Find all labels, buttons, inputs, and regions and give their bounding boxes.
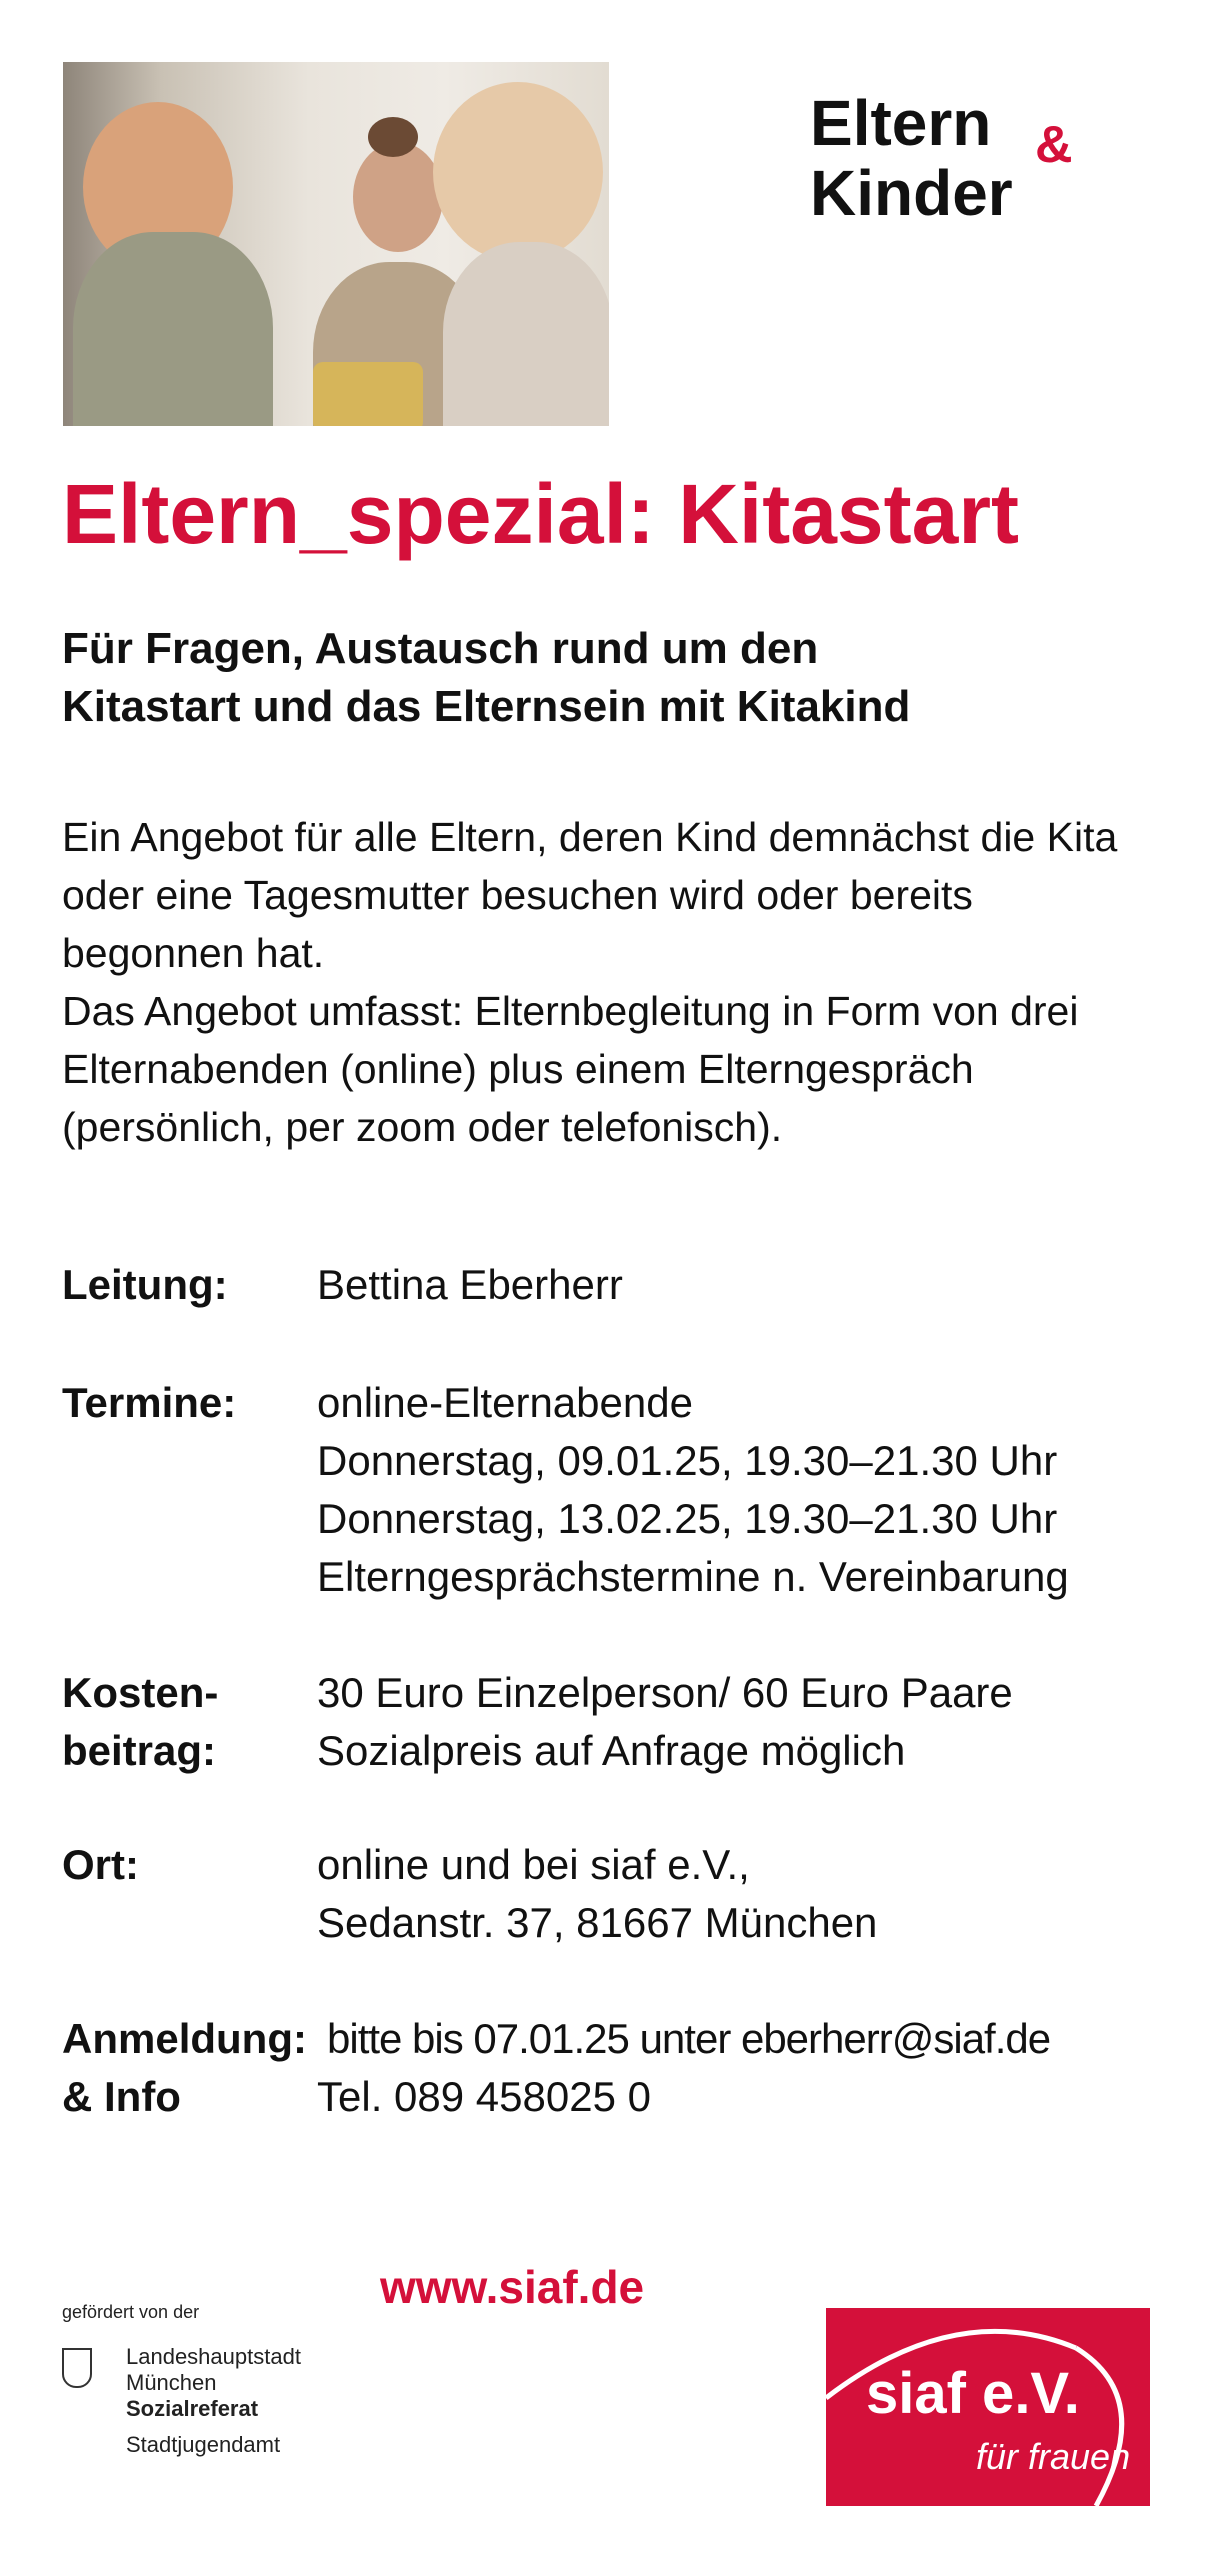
termine-line: online-Elternabende [317,1379,693,1426]
brand-ampersand: & [1035,116,1073,174]
anmeldung-label-line1: Anmeldung: [62,2015,307,2062]
kosten-label-line1: Kosten- [62,1669,219,1716]
anmeldung-phone: Tel. 089 458025 0 [317,2073,651,2120]
kosten-label-line2: beitrag: [62,1727,217,1774]
funder-line3: Sozialreferat [126,2396,259,2421]
anmeldung-contact: bitte bis 07.01.25 unter eberherr@siaf.de [327,2015,1051,2062]
subtitle-line1: Für Fragen, Austausch rund um den [62,624,819,673]
ort-line: online und bei siaf e.V., [317,1841,750,1888]
subtitle-line2: Kitastart und das Elternsein mit Kitakind [62,682,911,731]
funder-block [126,2344,301,2458]
termine-line: Elterngesprächstermine n. Vereinbarung [317,1553,1069,1600]
kosten-line: Sozialpreis auf Anfrage möglich [317,1727,906,1774]
funder-line1: Landeshauptstadt [126,2344,301,2369]
funder-line2: München [126,2370,217,2395]
kosten-line: 30 Euro Einzelperson/ 60 Euro Paare [317,1669,1013,1716]
ort-label: Ort: [62,1841,139,1888]
termine-line: Donnerstag, 13.02.25, 19.30–21.30 Uhr [317,1495,1058,1542]
leitung-label: Leitung: [62,1261,228,1308]
brand-wordmark [810,88,1140,228]
termine-line: Donnerstag, 09.01.25, 19.30–21.30 Uhr [317,1437,1058,1484]
anmeldung-label-line2: & Info [62,2073,181,2120]
intro-paragraph-2: Das Angebot umfasst: Elternbegleitung in Form von drei Elternabenden (online) plus einem Elterngespräch (persönlich, per zoom oder telefonisch). [62,988,1079,1150]
logo-tagline: für frauen [976,2436,1131,2477]
header-photo [63,62,609,426]
page-title: Eltern_spezial: Kitastart [62,467,1019,561]
intro-text [62,808,1162,1156]
funded-by-note: gefördert von der [62,2302,200,2322]
munich-crest-icon [62,2348,92,2388]
brand-line2: Kinder [810,157,1013,229]
funder-line4: Stadtjugendamt [126,2432,281,2457]
siaf-logo [826,2308,1150,2506]
website-link[interactable]: www.siaf.de [380,2261,645,2313]
logo-name: siaf e.V. [866,2361,1080,2426]
termine-label: Termine: [62,1379,237,1426]
subtitle [62,620,1162,736]
brand-line1: Eltern [810,87,992,159]
leitung-value: Bettina Eberherr [317,1261,623,1308]
intro-paragraph-1: Ein Angebot für alle Eltern, deren Kind demnächst die Kita oder eine Tagesmutter besuchen wird oder bereits begonnen hat. [62,814,1118,976]
ort-line: Sedanstr. 37, 81667 München [317,1899,878,1946]
